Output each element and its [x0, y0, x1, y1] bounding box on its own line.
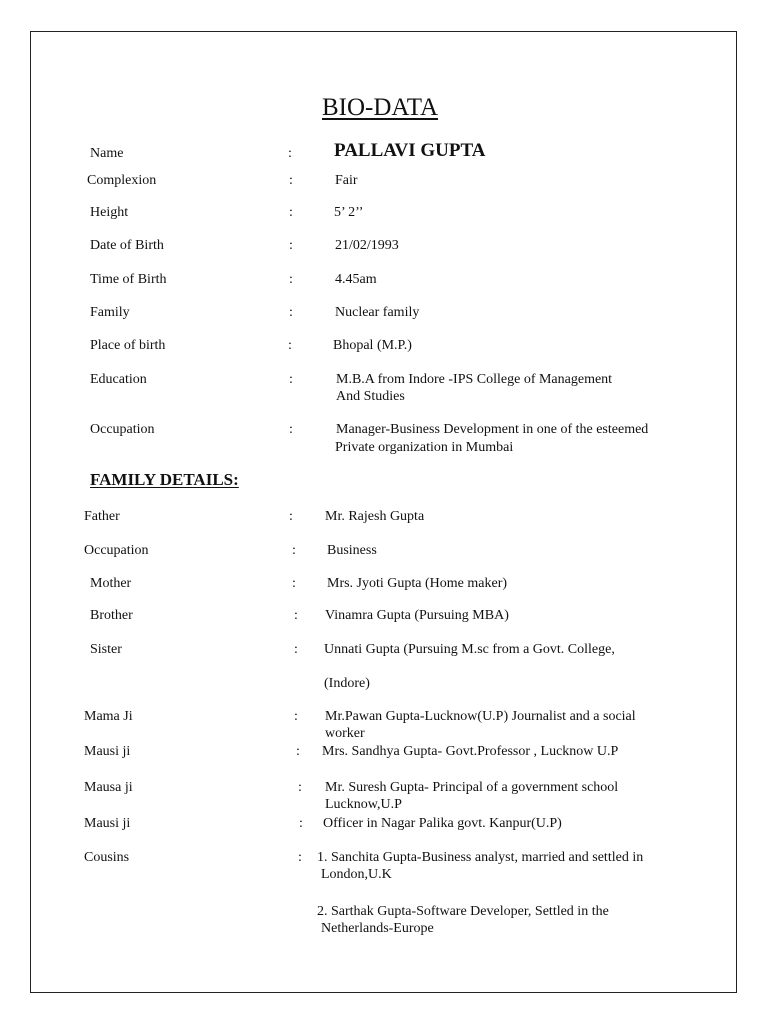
- label-mausi-ji: Mausi ji: [84, 744, 131, 759]
- label-sister: Sister: [90, 642, 122, 657]
- label-time-of-birth: Time of Birth: [90, 272, 167, 287]
- value-education: M.B.A from Indore -IPS College of Management: [336, 372, 613, 387]
- value-mother: Mrs. Jyoti Gupta (Home maker): [327, 576, 508, 591]
- label-occupation: Occupation: [90, 422, 155, 437]
- separator: :: [298, 850, 302, 865]
- value-family: Nuclear family: [335, 305, 420, 320]
- label-height: Height: [90, 205, 129, 220]
- separator: :: [292, 543, 296, 558]
- value-complexion: Fair: [335, 173, 358, 188]
- separator: :: [292, 576, 296, 591]
- value-height: 5’ 2’’: [334, 205, 364, 220]
- label-name: Name: [90, 146, 124, 161]
- value-occupation: Manager-Business Development in one of the esteemed: [336, 422, 649, 437]
- separator: :: [289, 173, 293, 188]
- label-place-of-birth: Place of birth: [90, 338, 166, 353]
- label-education: Education: [90, 372, 147, 387]
- label-family: Family: [90, 305, 130, 320]
- separator: :: [294, 608, 298, 623]
- separator: :: [289, 205, 293, 220]
- value-education-line2: And Studies: [336, 389, 405, 404]
- value-date-of-birth: 21/02/1993: [335, 238, 399, 253]
- label-mausa-ji: Mausa ji: [84, 780, 133, 795]
- value-cousin-1: 1. Sanchita Gupta-Business analyst, married and settled in: [317, 850, 644, 865]
- separator: :: [296, 744, 300, 759]
- separator: :: [288, 146, 292, 161]
- value-name: PALLAVI GUPTA: [334, 140, 486, 161]
- value-mausi-ji: Mrs. Sandhya Gupta- Govt.Professor , Lucknow U.P: [322, 744, 619, 759]
- value-mama-ji-line2: worker: [325, 726, 365, 741]
- label-cousins: Cousins: [84, 850, 130, 865]
- value-mausa-ji: Mr. Suresh Gupta- Principal of a government school: [325, 780, 619, 795]
- label-mausi-ji-2: Mausi ji: [84, 816, 131, 831]
- separator: :: [294, 709, 298, 724]
- label-father-occupation: Occupation: [84, 543, 149, 558]
- value-occupation-line2: Private organization in Mumbai: [335, 440, 514, 455]
- separator: :: [289, 509, 293, 524]
- separator: :: [289, 422, 293, 437]
- label-mama-ji: Mama Ji: [84, 709, 133, 724]
- family-details-heading: FAMILY DETAILS:: [90, 470, 239, 489]
- value-father-occupation: Business: [327, 543, 377, 558]
- label-father: Father: [84, 509, 120, 524]
- separator: :: [299, 816, 303, 831]
- value-mausa-ji-line2: Lucknow,U.P: [325, 797, 402, 812]
- value-time-of-birth: 4.45am: [335, 272, 377, 287]
- label-mother: Mother: [90, 576, 132, 591]
- separator: :: [294, 642, 298, 657]
- value-father: Mr. Rajesh Gupta: [325, 509, 425, 524]
- page-title: BIO-DATA: [322, 94, 439, 121]
- value-cousin-1-line2: London,U.K: [321, 867, 392, 882]
- value-brother: Vinamra Gupta (Pursuing MBA): [325, 608, 509, 623]
- label-date-of-birth: Date of Birth: [90, 238, 164, 253]
- separator: :: [288, 338, 292, 353]
- label-complexion: Complexion: [87, 173, 157, 188]
- separator: :: [289, 272, 293, 287]
- value-cousin-2: 2. Sarthak Gupta-Software Developer, Settled in the: [317, 904, 609, 919]
- label-brother: Brother: [90, 608, 133, 623]
- value-place-of-birth: Bhopal (M.P.): [333, 338, 412, 353]
- separator: :: [289, 305, 293, 320]
- value-mausi-ji-2: Officer in Nagar Palika govt. Kanpur(U.P): [323, 816, 562, 831]
- value-mama-ji: Mr.Pawan Gupta-Lucknow(U.P) Journalist and a social: [325, 709, 636, 724]
- value-sister: Unnati Gupta (Pursuing M.sc from a Govt. College,: [324, 642, 615, 657]
- value-sister-line2: (Indore): [324, 676, 370, 691]
- separator: :: [289, 372, 293, 387]
- separator: :: [289, 238, 293, 253]
- value-cousin-2-line2: Netherlands-Europe: [321, 921, 434, 936]
- separator: :: [298, 780, 302, 795]
